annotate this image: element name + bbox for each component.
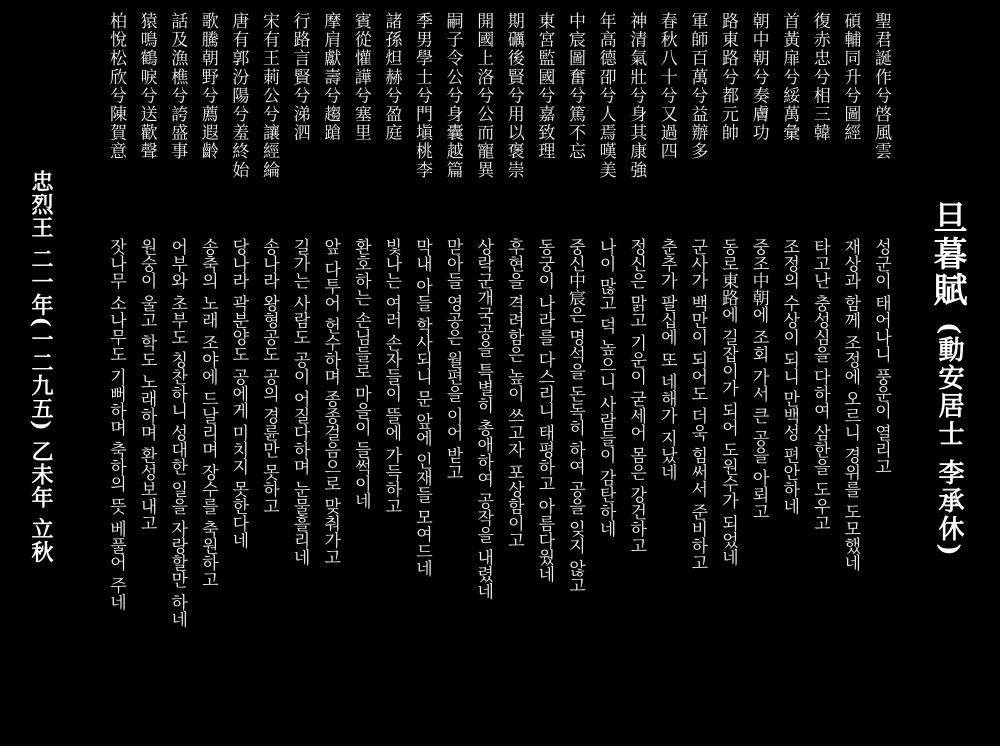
hanja-line: 首黃扉兮綏萬彙	[779, 12, 800, 143]
hangul-line: 환호하는 손님들로 마을이 들썩이네	[350, 238, 371, 510]
hangul-line: 후현을 격려함은 높이 쓰고자 포상함이고	[503, 238, 524, 549]
hanja-line: 行路言賢兮涕泗	[289, 12, 310, 143]
hanja-line: 春秋八十兮又過四	[656, 12, 677, 161]
hanja-line: 宋有王莿公兮讓經綸	[259, 12, 279, 180]
hangul-line: 춘추가 팔십에 또 네해가 지났네	[656, 238, 677, 481]
hanja-line: 諸孫炟赫兮盈庭	[381, 12, 402, 143]
hanja-line: 季男學士兮門塡桃李	[412, 12, 432, 180]
hangul-line: 어부와 초부도 칭찬하니 성대한 일을 자랑할만 하네	[167, 238, 188, 628]
hanja-line: 朝中朝兮奏膚功	[748, 12, 769, 143]
hanja-line: 路東路兮都元帥	[718, 12, 738, 143]
hangul-line: 앞 다투어 헌수하며 종종걸음으로 맞춰가고	[320, 238, 341, 566]
hanja-line: 開國上洛兮公而寵異	[473, 12, 494, 180]
hanja-line: 嗣子令公兮身囊越篇	[442, 12, 463, 180]
hangul-line: 빛나는 여러 손자들이 뜰에 가득하고	[381, 238, 402, 515]
hangul-line: 타고난 충성심을 다하여 삼한을 도우고	[809, 238, 830, 532]
hangul-line: 원숭이 울고 학도 노래하며 환성보내고	[136, 238, 157, 532]
hanja-line: 歌騰朝野兮薦遐齡	[197, 12, 218, 161]
hanja-line: 話及漁樵兮誇盛事	[167, 12, 188, 161]
hanja-line: 猿鳴鶴唳兮送歡聲	[136, 12, 157, 161]
hanja-line: 柏悅松欣兮陳賀意	[106, 12, 126, 161]
hangul-line: 중조中朝에 조회 가서 큰 공을 아뢰고	[748, 238, 769, 521]
hangul-line: 나이 많고 덕 높으니 사람들이 감탄하네	[595, 238, 616, 538]
hanja-line: 年高德卲兮人焉嘆美	[595, 12, 616, 180]
hanja-line: 摩肩獻壽兮趨蹌	[320, 12, 341, 143]
hangul-line: 동궁이 나라를 다스리니 태평하고 아름다웠네	[534, 238, 555, 583]
hanja-line: 唐有郭汾陽兮羞終始	[228, 12, 249, 180]
hangul-line: 송축의 노래 조야에 드날리며 장수를 축원하고	[197, 238, 218, 589]
hangul-line: 잣나무 소나무도 기뻐하며 축하의 뜻 베풀어 주네	[106, 238, 126, 611]
hanja-line: 賓從懽譁兮塞里	[350, 12, 371, 143]
hangul-line: 군사가 백만이 되어도 더욱 힘써서 준비하고	[687, 238, 708, 572]
hanja-line: 中宸圖奮兮篤不忘	[565, 12, 585, 161]
hanja-line: 期礪後賢兮用以褒崇	[503, 12, 524, 180]
date-line: 忠烈王 二一年(一二九五) 乙未年 立秋	[28, 170, 54, 564]
poem-author: (動安居士 李承休)	[934, 322, 964, 558]
hangul-line: 성군이 태어나니 풍운이 열리고	[871, 238, 891, 476]
hangul-line: 동로東路에 길잡이가 되어 도원수가 되었네	[718, 238, 738, 566]
hanja-line: 碩輔同升兮圖經	[840, 12, 861, 143]
hangul-line: 맏아들 영공은 월편을 이어 받고	[442, 238, 463, 481]
hangul-line: 재상과 함께 조정에 오르니 경위를 도모했네	[840, 238, 861, 572]
hanja-line: 聖君誕作兮啓風雲	[871, 12, 891, 161]
hangul-line: 당나라 곽분양도 공에게 미치지 못한다네	[228, 238, 249, 549]
poem-title: 旦暮賦	[927, 200, 967, 308]
hanja-line: 神清氣壯兮身其康強	[626, 12, 647, 180]
hangul-line: 중신中宸은 명석을 돈독히 하여 공을 잊지 않고	[565, 238, 585, 594]
hanja-line: 軍師百萬兮益辦多	[687, 12, 708, 161]
hangul-line: 길가는 사람도 공이 어질다하며 눈물흘리네	[289, 238, 310, 566]
hangul-line: 정신은 맑고 기운이 굳세어 몸은 강건하고	[626, 238, 647, 555]
hangul-line: 상락군개국공을 특별히 총애하여 공작을 내렸네	[473, 238, 494, 600]
hangul-line: 막내 아들 학사되니 문 앞에 인재들 모여드네	[412, 238, 432, 577]
hanja-line: 東宮監國兮嘉致理	[534, 12, 555, 161]
hanja-line: 復赤忠兮相三韓	[809, 12, 830, 143]
hangul-line: 조정의 수상이 되니 만백성 편안하네	[779, 238, 800, 515]
hangul-line: 송나라 왕형공도 공의 경륜만 못하고	[259, 238, 279, 515]
